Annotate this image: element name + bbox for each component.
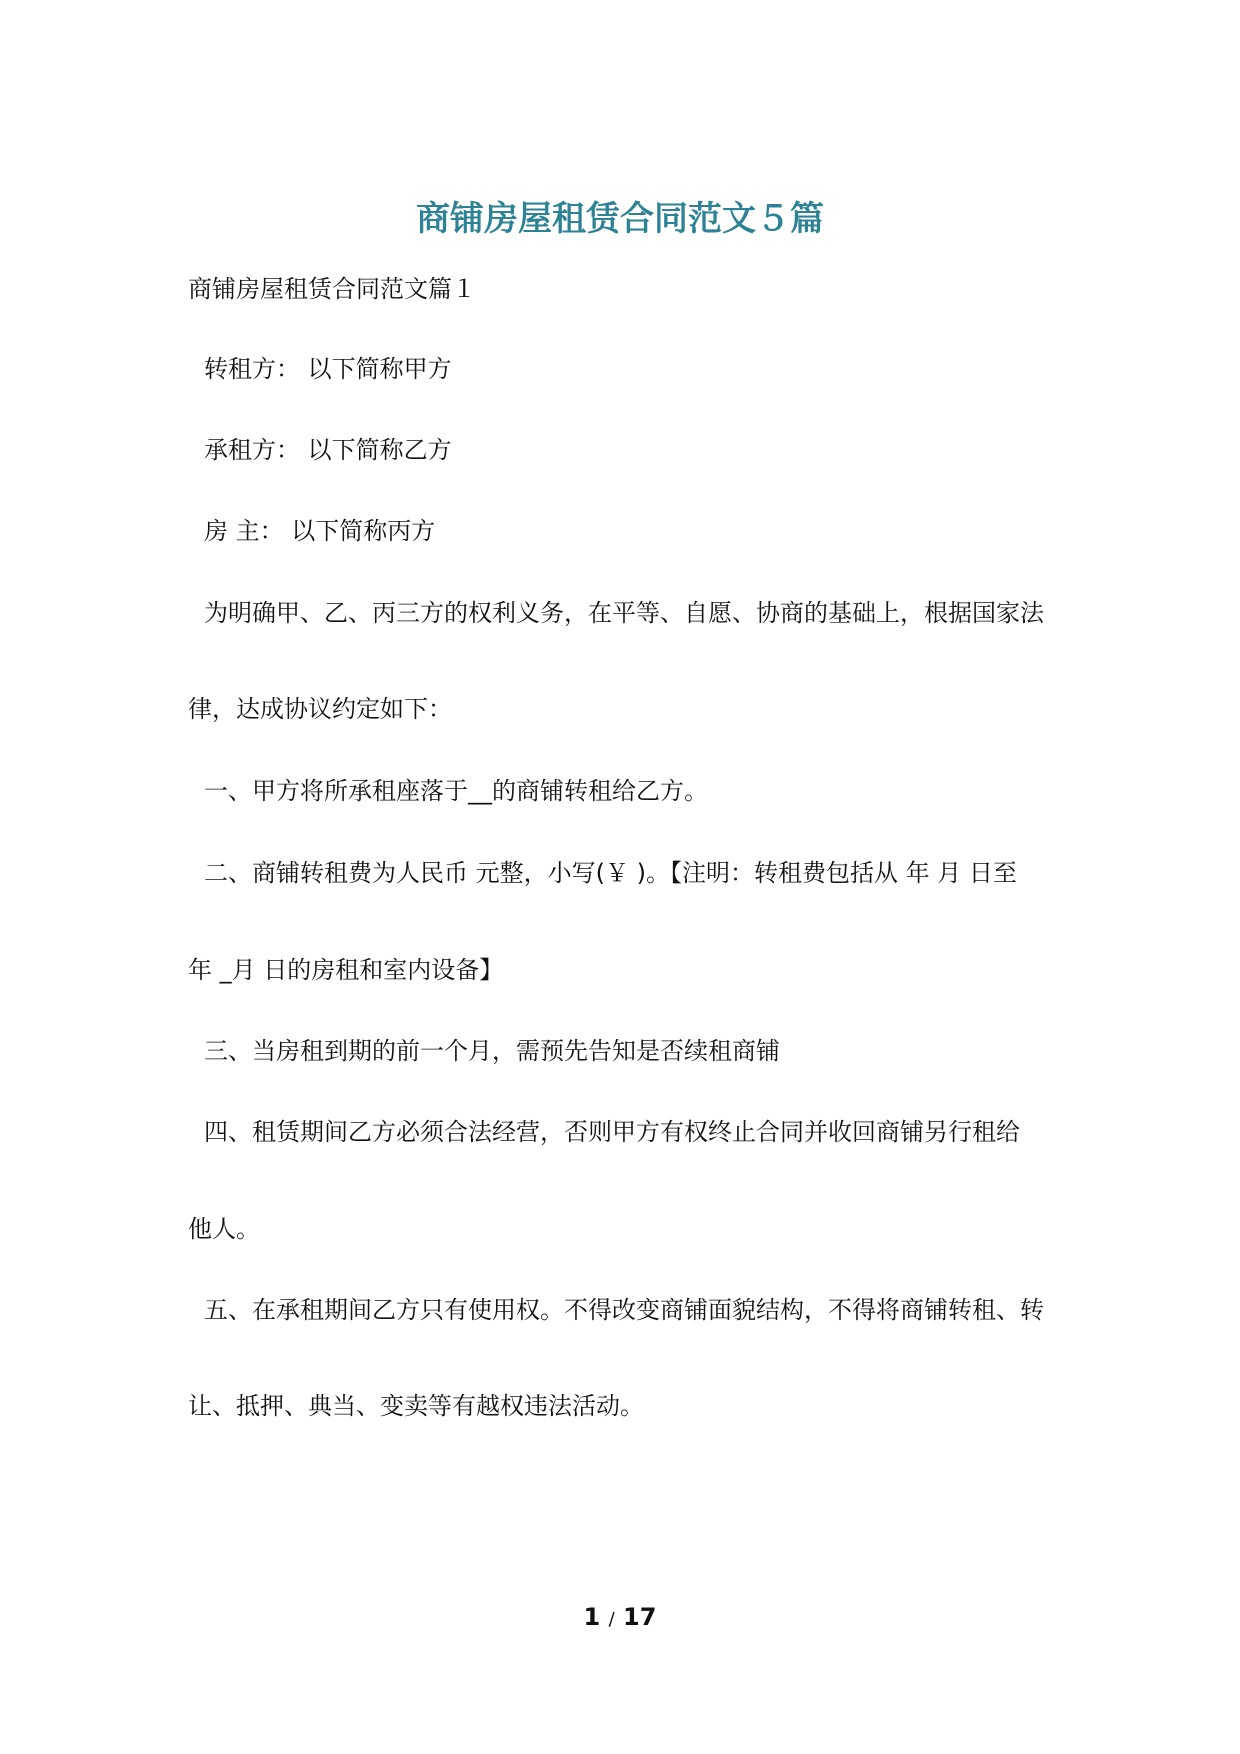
page-current: 1 [583,1603,601,1631]
party-landlord: 房 主： 以下简称丙方 [204,517,436,545]
page-number [0,1600,1240,1637]
party-sublessor: 转租方： 以下简称甲方 [204,355,452,383]
party-lessee: 承租方： 以下简称乙方 [204,436,452,464]
page-total: 17 [623,1603,657,1631]
preamble-line-2: 律，达成协议约定如下： [188,695,452,723]
clause-1: 一、甲方将所承租座落于__的商铺转租给乙方。 [204,777,708,805]
clause-2-line-1: 二、商铺转租费为人民币 元整，小写(￥ )。【注明：转租费包括从 年 月 日至 [204,859,1017,887]
preamble-line-1: 为明确甲、乙、丙三方的权利义务，在平等、自愿、协商的基础上，根据国家法 [204,599,1044,627]
document-title: 商铺房屋租赁合同范文５篇 [416,199,824,239]
clause-4-line-2: 他人。 [188,1215,260,1243]
page-separator: / [608,1609,615,1630]
clause-2-line-2: 年 _月 日的房租和室内设备】 [188,956,504,984]
clause-4-line-1: 四、租赁期间乙方必须合法经营，否则甲方有权终止合同并收回商铺另行租给 [204,1118,1020,1146]
clause-5-line-2: 让、抵押、典当、变卖等有越权违法活动。 [188,1392,644,1420]
clause-5-line-1: 五、在承租期间乙方只有使用权。不得改变商铺面貌结构，不得将商铺转租、转 [204,1296,1044,1324]
section-heading: 商铺房屋租赁合同范文篇１ [188,275,476,303]
clause-3: 三、当房租到期的前一个月，需预先告知是否续租商铺 [204,1037,780,1065]
